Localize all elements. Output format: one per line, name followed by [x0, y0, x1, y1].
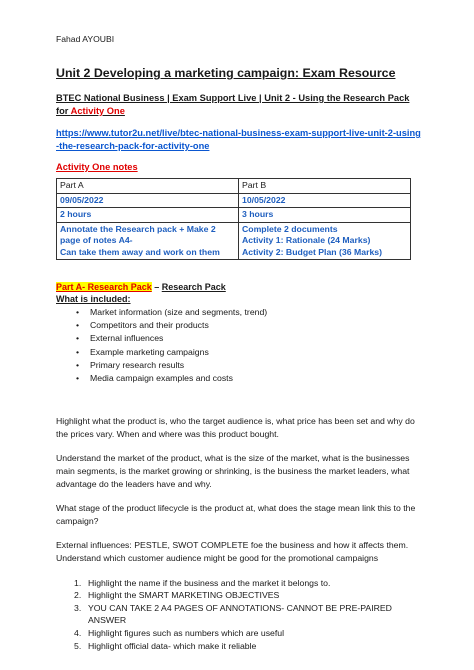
research-pack-label: Research Pack [161, 282, 226, 292]
list-item-text: Highlight figures such as numbers which are useful [88, 627, 285, 638]
table-cell: 2 hours [57, 208, 239, 223]
activity-notes-heading: Activity One notes [56, 162, 138, 172]
bullet-icon: • [76, 359, 80, 370]
paragraph: Understand the market of the product, what is the size of the market, what is the businesses main segments, is the market growing or shrinking, is the business the market leaders, what advantage do the leaders have and why. [56, 453, 410, 489]
table-row [57, 193, 411, 208]
list-item [74, 640, 422, 653]
list-item-text: Media campaign examples and costs [90, 373, 233, 384]
source-heading-red: Activity One [70, 106, 125, 116]
bullet-icon: • [76, 333, 80, 344]
list-number: 2. [74, 590, 82, 601]
research-pack-dash: – [151, 282, 162, 292]
list-item-text: Highlight official data- which make it reliable [88, 640, 257, 651]
source-link[interactable]: https://www.tutor2u.net/live/btec-national-business-exam-support-live-unit-2-using-the-research-pack-for-activity-one [56, 128, 421, 151]
document-title: Unit 2 Developing a marketing campaign: Exam Resource [56, 66, 396, 80]
steps-list [56, 577, 422, 653]
bullet-icon: • [76, 307, 80, 317]
list-item-text: Highlight the name if the business and the market it belongs to. [88, 577, 331, 588]
table-cell: 09/05/2022 [57, 193, 239, 208]
author-name: Fahad AYOUBI [56, 34, 115, 44]
research-pack-heading [56, 282, 422, 292]
list-item-text: Competitors and their products [90, 320, 209, 331]
source-heading-text: BTEC National Business | Exam Support Live | Unit 2 - Using the Research Pack for [56, 93, 410, 116]
list-item-text: Primary research results [90, 359, 185, 370]
list-item [74, 602, 422, 627]
list-item [74, 577, 422, 590]
list-number: 3. [74, 602, 82, 613]
bullet-icon: • [76, 320, 80, 331]
list-item-text: Example marketing campaigns [90, 346, 209, 357]
paragraph: Highlight what the product is, who the target audience is, what price has been set and why do the prices vary. When and where was this product bought. [56, 416, 415, 439]
paragraph: External influences: PESTLE, SWOT COMPLETE foe the business and how it affects them. Understand which customer audience might be good for the promotional campaigns [56, 540, 409, 563]
paragraph: What stage of the product lifecycle is the product at, what does the stage mean link this to the campaign? [56, 503, 416, 526]
list-item [76, 359, 422, 372]
list-item-text: External influences [90, 333, 164, 344]
table-row [57, 222, 411, 260]
parts-table [56, 178, 411, 260]
table-row [57, 208, 411, 223]
list-item [76, 332, 422, 345]
table-cell: Part A [57, 179, 239, 194]
list-item [76, 306, 422, 319]
bullet-icon: • [76, 373, 80, 384]
list-item-text: YOU CAN TAKE 2 A4 PAGES OF ANNOTATIONS- CANNOT BE PRE-PAIRED ANSWER [88, 602, 392, 626]
list-number: 1. [74, 577, 82, 588]
list-item [76, 346, 422, 359]
table-cell: 10/05/2022 [239, 193, 411, 208]
list-item [74, 589, 422, 602]
table-cell: Annotate the Research pack + Make 2 page of notes A4- Can take them away and work on them [57, 222, 239, 260]
list-item-text: Market information (size and segments, trend) [90, 307, 268, 317]
table-cell: Complete 2 documents Activity 1: Rationale (24 Marks) Activity 2: Budget Plan (36 Marks) [239, 222, 411, 260]
list-number: 4. [74, 627, 82, 638]
list-item [74, 627, 422, 640]
table-row [57, 179, 411, 194]
list-item [76, 372, 422, 385]
list-item-text: Highlight the SMART MARKETING OBJECTIVES [88, 590, 280, 601]
table-cell: 3 hours [239, 208, 411, 223]
bullet-icon: • [76, 346, 80, 357]
included-list [56, 306, 422, 385]
list-number: 5. [74, 640, 82, 651]
research-pack-highlight: Part A- Research Pack [56, 282, 152, 292]
included-heading: What is included: [56, 294, 131, 304]
list-item [76, 319, 422, 332]
table-cell: Part B [239, 179, 411, 194]
source-heading [56, 92, 422, 118]
